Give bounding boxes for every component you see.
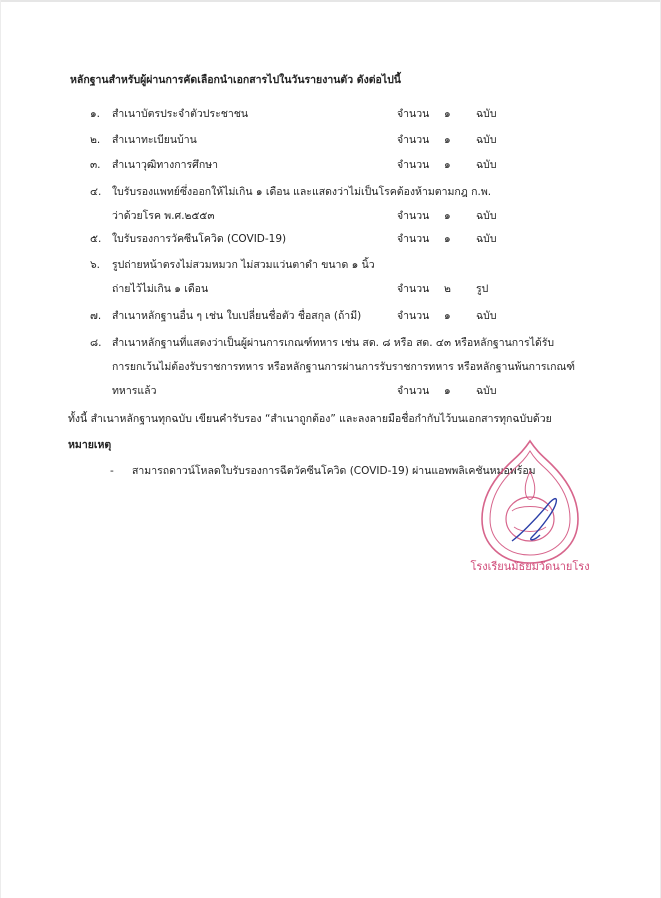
item-unit: ฉบับ (476, 159, 497, 171)
item-unit: ฉบับ (476, 233, 497, 245)
item-unit: ฉบับ (476, 385, 497, 397)
item-unit: ฉบับ (476, 210, 497, 222)
item-number: ๘. (90, 337, 102, 349)
item-text: รูปถ่ายหน้าตรงไม่สวมหมวก ไม่สวมแว่นตาดำ ขนาด ๑ นิ้ว (112, 259, 375, 271)
item-text: การยกเว้นไม่ต้องรับราชการทหาร หรือหลักฐานการผ่านการรับราชการทหาร หรือหลักฐานพ้นการเกณฑ์ (112, 361, 575, 373)
item-quantity: ๑ (444, 210, 451, 222)
amount-label: จำนวน (397, 385, 430, 397)
amount-label: จำนวน (397, 283, 430, 295)
item-quantity: ๑ (444, 108, 451, 120)
item-quantity: ๑ (444, 385, 451, 397)
item-text: สำเนาหลักฐานที่แสดงว่าเป็นผู้ผ่านการเกณฑ์ทหาร เช่น สด. ๘ หรือ สด. ๔๓ หรือหลักฐานการได้รับ (112, 337, 555, 349)
page-edge-left (0, 0, 1, 898)
amount-label: จำนวน (397, 233, 430, 245)
item-text: สำเนาวุฒิทางการศึกษา (112, 159, 219, 171)
item-text: สำเนาทะเบียนบ้าน (112, 134, 197, 146)
remark-title: หมายเหตุ (68, 439, 112, 451)
item-number: ๔. (90, 186, 102, 198)
item-text: สำเนาหลักฐานอื่น ๆ เช่น ใบเปลี่ยนชื่อตัว ชื่อสกุล (ถ้ามี) (112, 310, 362, 322)
item-text: ใบรับรองแพทย์ซึ่งออกให้ไม่เกิน ๑ เดือน และแสดงว่าไม่เป็นโรคต้องห้ามตามกฎ ก.พ. (112, 186, 492, 198)
item-number: ๑. (90, 108, 101, 120)
item-text: สำเนาบัตรประจำตัวประชาชน (112, 108, 249, 120)
item-quantity: ๑ (444, 310, 451, 322)
stamp-text: โรงเรียนมัธยมวัดนายโรง (470, 560, 590, 573)
remark-dash: - (110, 465, 114, 477)
document-heading: หลักฐานสำหรับผู้ผ่านการคัดเลือกนำเอกสารไปในวันรายงานตัว ดังต่อไปนี้ (70, 74, 401, 86)
item-unit: ฉบับ (476, 108, 497, 120)
item-unit: ฉบับ (476, 134, 497, 146)
footer-note: ทั้งนี้ สำเนาหลักฐานทุกฉบับ เขียนคำรับรอง “สำเนาถูกต้อง” และลงลายมือชื่อกำกับไว้บนเอกสารทุกฉบับด้วย (68, 413, 552, 425)
amount-label: จำนวน (397, 159, 430, 171)
amount-label: จำนวน (397, 210, 430, 222)
item-text: ถ่ายไว้ไม่เกิน ๑ เดือน (112, 283, 209, 295)
amount-label: จำนวน (397, 134, 430, 146)
item-text: ใบรับรองการวัคซีนโควิด (COVID-19) (112, 233, 287, 245)
item-number: ๓. (90, 159, 101, 171)
item-text: ทหารแล้ว (112, 385, 157, 397)
item-number: ๕. (90, 233, 102, 245)
item-quantity: ๑ (444, 134, 451, 146)
item-unit: รูป (476, 283, 489, 295)
remark-text: สามารถดาวน์โหลดใบรับรองการฉีดวัคซีนโควิด (COVID-19) ผ่านแอพพลิเคชันหมอพร้อม (132, 465, 536, 477)
item-text: ว่าด้วยโรค พ.ศ.๒๕๕๓ (112, 210, 215, 222)
item-unit: ฉบับ (476, 310, 497, 322)
amount-label: จำนวน (397, 310, 430, 322)
item-number: ๒. (90, 134, 101, 146)
item-number: ๗. (90, 310, 102, 322)
item-quantity: ๑ (444, 159, 451, 171)
item-number: ๖. (90, 259, 101, 271)
item-quantity: ๒ (444, 283, 451, 295)
amount-label: จำนวน (397, 108, 430, 120)
school-seal-stamp (470, 437, 590, 573)
page-edge-top (0, 0, 661, 2)
item-quantity: ๑ (444, 233, 451, 245)
